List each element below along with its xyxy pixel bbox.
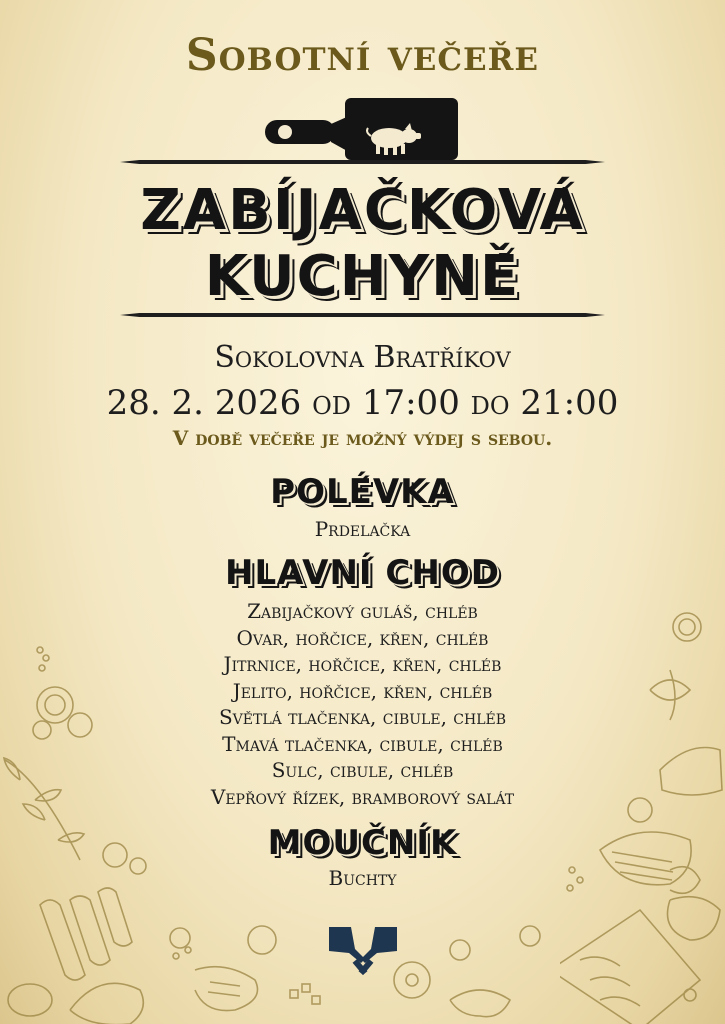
food-sketch-left-icon xyxy=(0,630,150,1024)
cutting-board-pig-icon xyxy=(265,96,460,160)
menu-item: Zabijačkový guláš, chléb xyxy=(247,599,478,623)
title-line-1: ZABÍJAČKOVÁ xyxy=(140,178,585,243)
menu-item: Tmavá tlačenka, cibule, chléb xyxy=(222,731,503,756)
food-sketch-bottom-icon xyxy=(150,900,570,1024)
title-rule-top xyxy=(120,160,605,164)
menu-item: Ovar, hořčice, křen, chléb xyxy=(236,625,489,650)
section-heading-dessert: MOUČNÍK xyxy=(267,823,458,863)
title-rule-bottom xyxy=(120,313,605,317)
menu-item: Vepřový řízek, bramborový salát xyxy=(210,784,515,809)
menu-item: Prdelačka xyxy=(314,517,411,541)
takeaway-note: V době večeře je možný výdej s sebou. xyxy=(172,426,553,450)
menu-item: Jitrnice, hořčice, křen, chléb xyxy=(223,652,502,676)
menu-item: Buchty xyxy=(328,866,397,890)
poster-subtitle: Sobotní večeře xyxy=(185,30,540,81)
food-sketch-right-icon xyxy=(560,600,725,1024)
section-heading-soup: POLÉVKA xyxy=(270,472,455,512)
venue: Sokolovna Bratříkov xyxy=(214,340,511,375)
title-line-2: KUCHYNĚ xyxy=(204,244,521,309)
section-heading-main: HLAVNÍ CHOD xyxy=(225,553,500,593)
event-datetime: 28. 2. 2026 od 17:00 do 21:00 xyxy=(106,383,619,423)
menu-item: Světlá tlačenka, cibule, chléb xyxy=(218,705,507,729)
menu-item: Sulc, cibule, chléb xyxy=(271,758,454,782)
menu-item: Jelito, hořčice, křen, chléb xyxy=(232,678,493,703)
